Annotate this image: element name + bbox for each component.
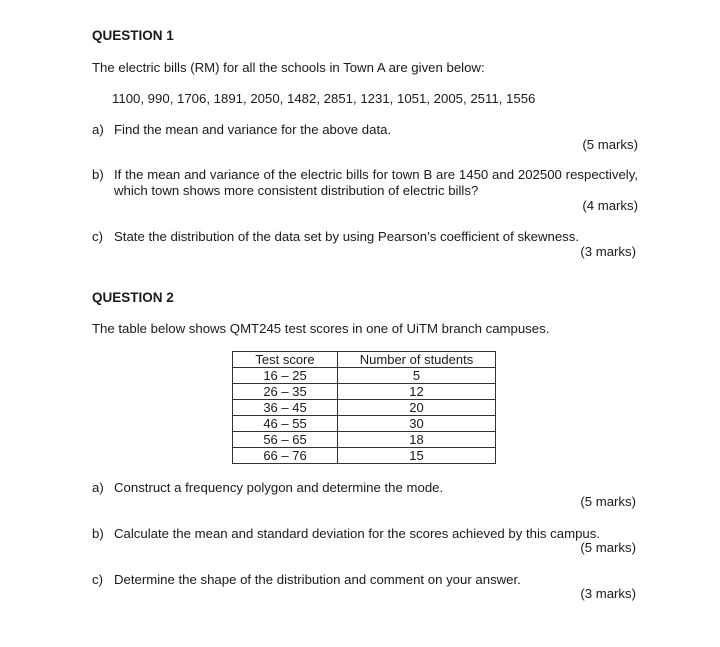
table-row xyxy=(233,368,496,384)
q2-part-b-marks: (5 marks) xyxy=(580,540,636,555)
q1-part-c-label: c) xyxy=(92,229,103,244)
table-header-test-score: Test score xyxy=(233,352,338,368)
question-1-intro: The electric bills (RM) for all the schools in Town A are given below: xyxy=(92,60,485,75)
table-row xyxy=(233,432,496,448)
electric-bills-data: 1100, 990, 1706, 1891, 2050, 1482, 2851, 1231, 1051, 2005, 2511, 1556 xyxy=(112,91,536,106)
table-header-row xyxy=(233,352,496,368)
q2-part-a-text: Construct a frequency polygon and determine the mode. xyxy=(114,480,444,495)
table-cell-count: 12 xyxy=(338,384,496,400)
q2-part-a-label: a) xyxy=(92,480,104,495)
question-2-heading: QUESTION 2 xyxy=(92,290,174,305)
q1-part-b-label: b) xyxy=(92,167,104,182)
q2-part-c-marks: (3 marks) xyxy=(580,586,636,601)
table-cell-score: 36 – 45 xyxy=(233,400,338,416)
q2-part-b-label: b) xyxy=(92,526,104,541)
q2-part-c-text: Determine the shape of the distribution and comment on your answer. xyxy=(114,572,521,587)
q1-part-a-label: a) xyxy=(92,122,104,137)
q2-part-a-marks: (5 marks) xyxy=(580,494,636,509)
table-cell-count: 18 xyxy=(338,432,496,448)
table-cell-count: 30 xyxy=(338,416,496,432)
table-row xyxy=(233,448,496,464)
question-1-heading: QUESTION 1 xyxy=(92,28,174,43)
table-cell-count: 15 xyxy=(338,448,496,464)
table-cell-score: 16 – 25 xyxy=(233,368,338,384)
q1-part-c-text: State the distribution of the data set by using Pearson’s coefficient of skewness. xyxy=(114,229,580,244)
table-cell-score: 66 – 76 xyxy=(233,448,338,464)
q1-part-b-marks: (4 marks) xyxy=(582,198,638,213)
table-cell-score: 46 – 55 xyxy=(233,416,338,432)
question-2-intro: The table below shows QMT245 test scores in one of UiTM branch campuses. xyxy=(92,321,550,336)
q2-part-c-label: c) xyxy=(92,572,103,587)
table-row xyxy=(233,384,496,400)
table-cell-count: 5 xyxy=(338,368,496,384)
q1-part-a-text: Find the mean and variance for the above data. xyxy=(114,122,392,137)
table-row xyxy=(233,400,496,416)
q1-part-c-marks: (3 marks) xyxy=(580,244,636,259)
table-cell-count: 20 xyxy=(338,400,496,416)
q1-part-b-text: If the mean and variance of the electric bills for town B are 1450 and 202500 respectively, which town shows more consistent distribution of electric bills? xyxy=(114,167,638,198)
test-score-table xyxy=(232,351,496,464)
table-cell-score: 26 – 35 xyxy=(233,384,338,400)
table-cell-score: 56 – 65 xyxy=(233,432,338,448)
q1-part-a-marks: (5 marks) xyxy=(582,137,638,152)
table-header-number-of-students: Number of students xyxy=(338,352,496,368)
q2-part-b-text: Calculate the mean and standard deviation for the scores achieved by this campus. xyxy=(114,526,601,541)
table-row xyxy=(233,416,496,432)
